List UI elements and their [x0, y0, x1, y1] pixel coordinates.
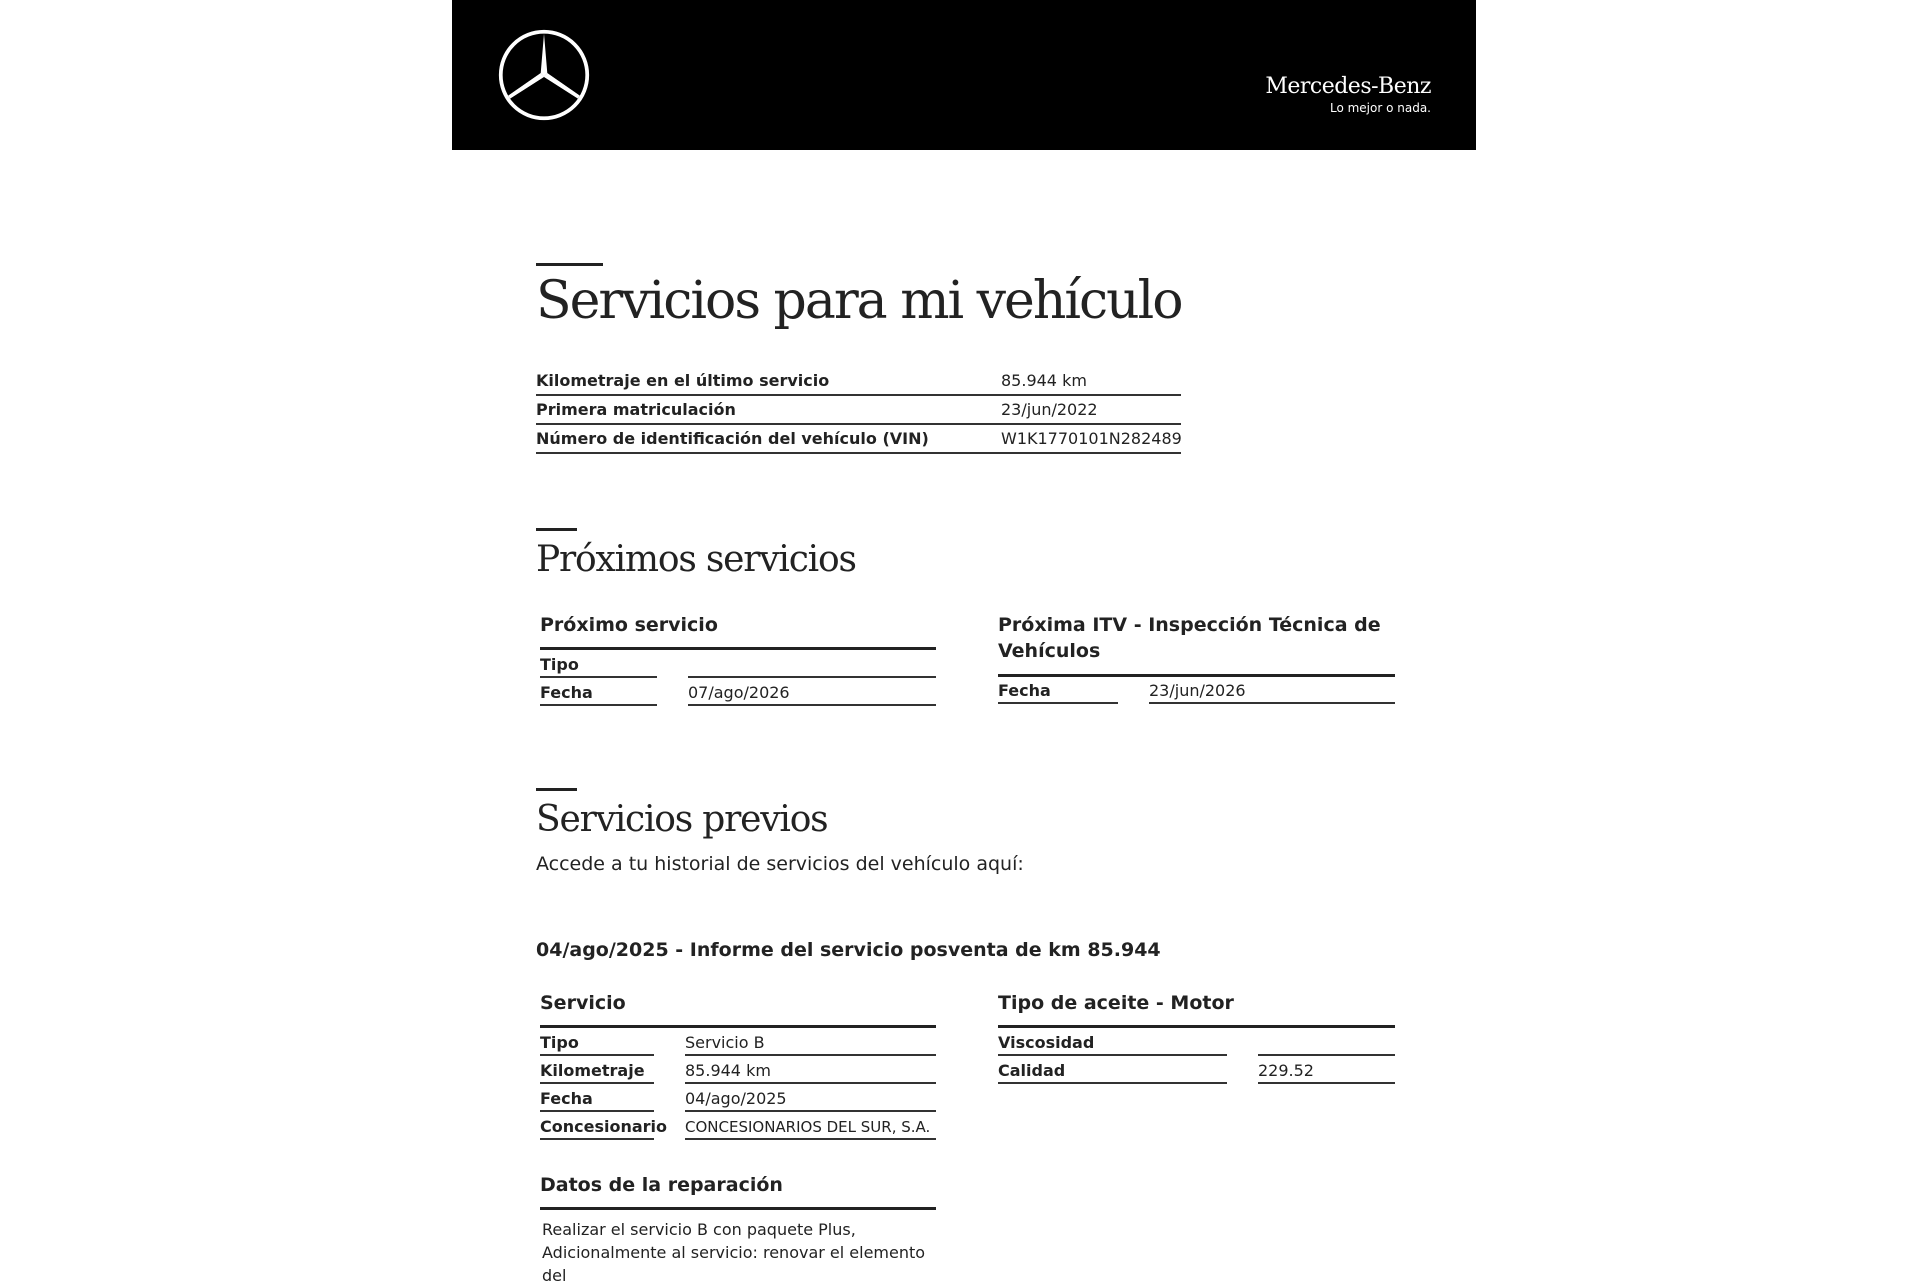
vehicle-info-row [536, 396, 1181, 425]
previous-services-intro: Accede a tu historial de servicios del vehículo aquí: [536, 853, 1024, 875]
upcoming-services-title: Próximos servicios [536, 539, 856, 580]
vehicle-info-value: 85.944 km [1001, 371, 1087, 390]
oil-value [1258, 1030, 1395, 1056]
service-block-title: Servicio [540, 992, 626, 1014]
service-label: Fecha [540, 1086, 654, 1112]
oil-block-rule [998, 1025, 1395, 1028]
service-value: 85.944 km [685, 1058, 936, 1084]
next-itv-title [998, 612, 1381, 664]
service-report-title: 04/ago/2025 - Informe del servicio posventa de km 85.944 [536, 939, 1161, 961]
next-service-value [688, 652, 936, 678]
brand-header [452, 0, 1476, 150]
next-itv-value: 23/jun/2026 [1149, 678, 1395, 704]
repair-description-line: Adicionalmente al servicio: renovar el elemento del [542, 1243, 926, 1285]
brand-wordmark [1265, 74, 1431, 116]
next-itv-title-line: Próxima ITV - Inspección Técnica de [998, 614, 1381, 636]
next-service-row [540, 680, 936, 706]
oil-value: 229.52 [1258, 1058, 1395, 1084]
repair-block-title: Datos de la reparación [540, 1174, 783, 1196]
vehicle-info-row [536, 367, 1181, 396]
next-service-label: Fecha [540, 680, 657, 706]
repair-description [542, 1218, 942, 1287]
repair-block-rule [540, 1207, 936, 1210]
next-itv-rule [998, 674, 1395, 677]
next-service-label: Tipo [540, 652, 657, 678]
service-row [540, 1058, 936, 1084]
next-itv-title-line: Vehículos [998, 640, 1101, 662]
vehicle-info-value: W1K1770101N282489 [1001, 429, 1182, 448]
vehicle-info-label: Número de identificación del vehículo (VIN) [536, 429, 929, 448]
oil-block-title: Tipo de aceite - Motor [998, 992, 1234, 1014]
service-value: CONCESIONARIOS DEL SUR, S.A. [685, 1114, 936, 1140]
mercedes-star-icon [497, 28, 591, 122]
next-itv-label: Fecha [998, 678, 1118, 704]
service-block-rule [540, 1025, 936, 1028]
vehicle-info-value: 23/jun/2022 [1001, 400, 1098, 419]
service-value: Servicio B [685, 1030, 936, 1056]
oil-row [998, 1058, 1395, 1084]
oil-label: Calidad [998, 1058, 1227, 1084]
repair-description-line: Realizar el servicio B con paquete Plus, [542, 1220, 856, 1239]
vehicle-info-label: Primera matriculación [536, 400, 736, 419]
vehicle-info-row [536, 425, 1181, 454]
section-accent-rule [536, 528, 577, 531]
service-row [540, 1030, 936, 1056]
section-accent-rule [536, 788, 577, 791]
service-row [540, 1114, 936, 1140]
next-service-value: 07/ago/2026 [688, 680, 936, 706]
vehicle-info-table [536, 367, 1181, 454]
oil-row [998, 1030, 1395, 1056]
service-label: Kilometraje [540, 1058, 654, 1084]
next-itv-row [998, 678, 1395, 704]
vehicle-info-label: Kilometraje en el último servicio [536, 371, 830, 390]
next-service-title: Próximo servicio [540, 614, 718, 636]
service-value: 04/ago/2025 [685, 1086, 936, 1112]
next-service-row [540, 652, 936, 678]
service-row [540, 1086, 936, 1112]
title-accent-rule [536, 263, 603, 266]
brand-tagline: Lo mejor o nada. [1329, 101, 1431, 115]
oil-label: Viscosidad [998, 1030, 1227, 1056]
previous-services-title: Servicios previos [536, 799, 828, 840]
page-title: Servicios para mi vehículo [536, 271, 1182, 331]
next-service-rule [540, 647, 936, 650]
service-label: Concesionario [540, 1114, 654, 1140]
service-label: Tipo [540, 1030, 654, 1056]
brand-name: Mercedes-Benz [1265, 74, 1431, 99]
